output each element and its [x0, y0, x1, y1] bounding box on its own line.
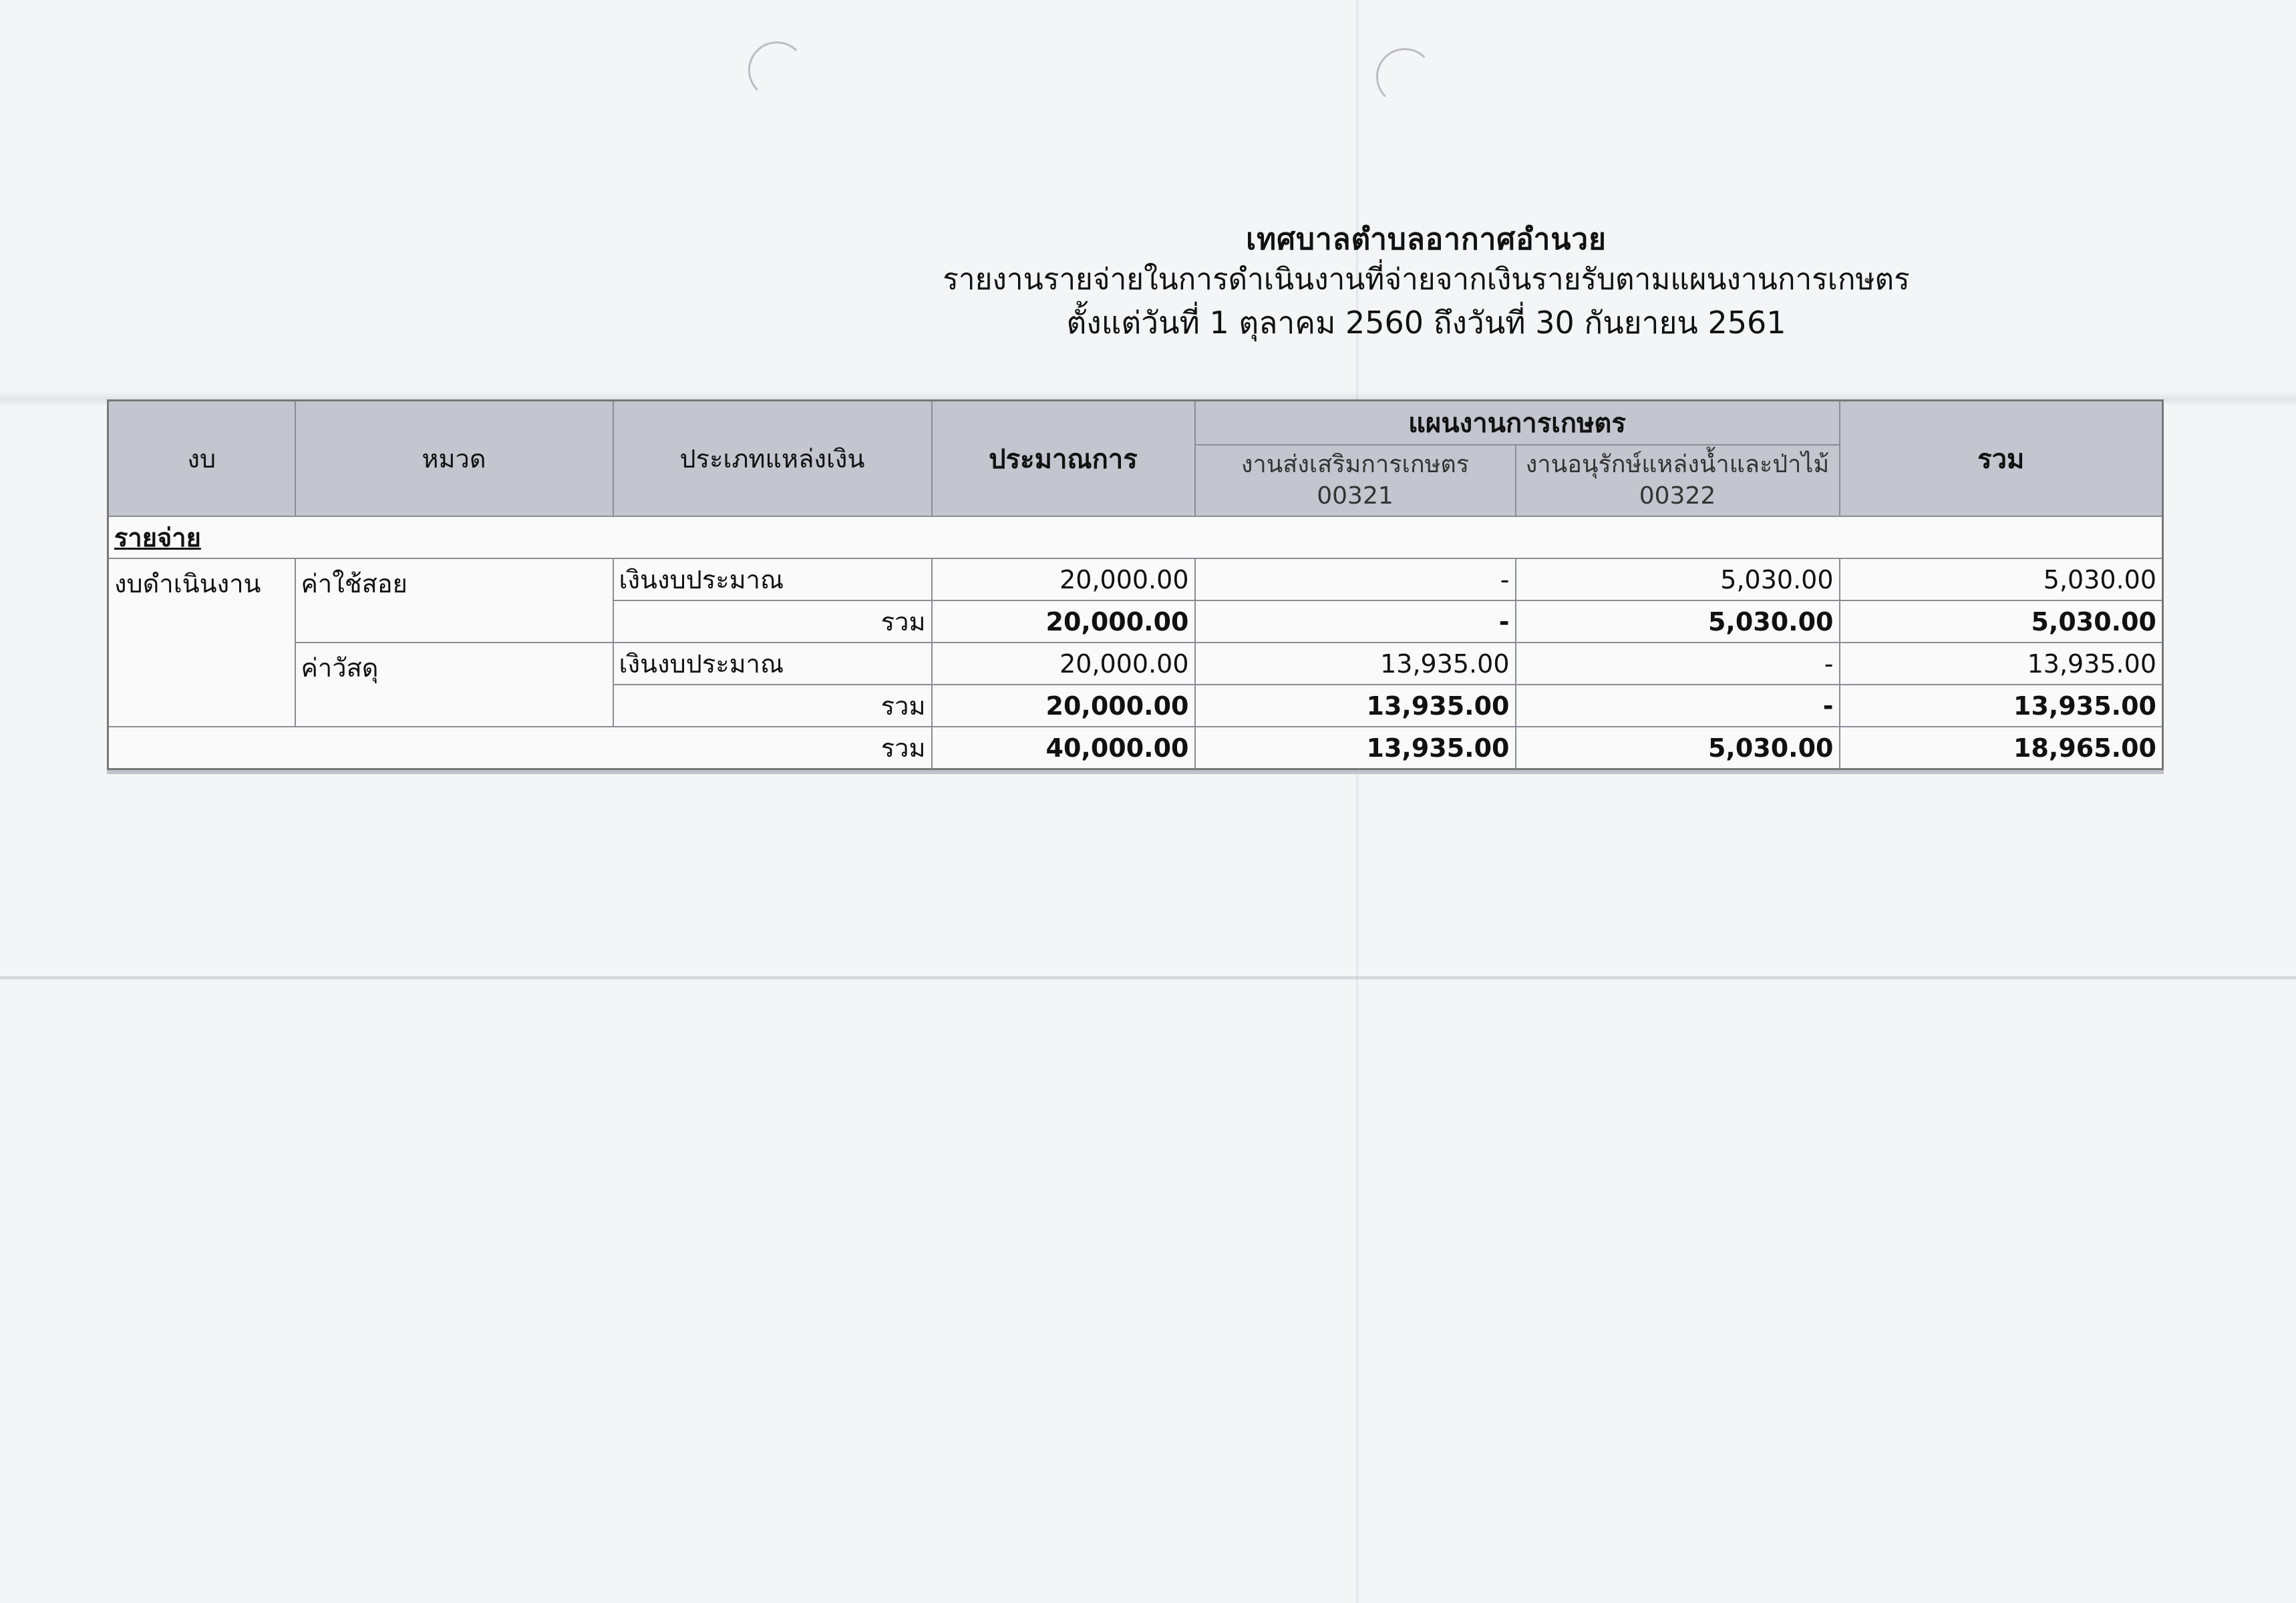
section-label: รายจ่าย	[108, 516, 2163, 558]
category-cell: ค่าใช้สอย	[295, 558, 613, 643]
work2-cell: -	[1516, 643, 1840, 685]
table-body	[108, 516, 2163, 769]
expense-report-table	[107, 399, 2164, 770]
punch-hole-mark	[1376, 48, 1434, 106]
category-cell: ค่าวัสดุ	[295, 643, 613, 727]
estimate-cell: 20,000.00	[932, 643, 1195, 685]
work1-cell: 13,935.00	[1195, 685, 1516, 727]
col-header-category: หมวด	[295, 401, 613, 517]
work1-cell: -	[1195, 600, 1516, 643]
col-header-estimate: ประมาณการ	[932, 401, 1195, 517]
work2-name: งานอนุรักษ์แหล่งน้ำและป่าไม้	[1525, 450, 1830, 478]
report-header	[668, 220, 2184, 344]
table-header	[108, 401, 2163, 517]
report-title: รายงานรายจ่ายในการดำเนินงานที่จ่ายจากเงินรายรับตามแผนงานการเกษตร	[943, 262, 1910, 297]
grand-work1: 13,935.00	[1195, 727, 1516, 769]
grand-work2: 5,030.00	[1516, 727, 1840, 769]
source-cell: เงินงบประมาณ	[613, 558, 932, 600]
col-header-total: รวม	[1840, 401, 2163, 517]
section-row	[108, 516, 2163, 558]
subtotal-label: รวม	[613, 685, 932, 727]
budget-name: งบดำเนินงาน	[108, 558, 295, 727]
org-name: เทศบาลตำบลอากาศอำนวย	[1246, 222, 1607, 256]
total-cell: 5,030.00	[1840, 558, 2163, 600]
work2-cell: 5,030.00	[1516, 558, 1840, 600]
work1-code: 00321	[1317, 482, 1393, 510]
total-cell: 13,935.00	[1840, 643, 2163, 685]
table-row	[108, 643, 2163, 685]
work2-cell: 5,030.00	[1516, 600, 1840, 643]
col-header-source: ประเภทแหล่งเงิน	[613, 401, 932, 517]
col-header-budget: งบ	[108, 401, 295, 517]
estimate-cell: 20,000.00	[932, 600, 1195, 643]
subtotal-label: รวม	[613, 600, 932, 643]
estimate-cell: 20,000.00	[932, 685, 1195, 727]
col-header-plan-group: แผนงานการเกษตร	[1195, 401, 1840, 446]
work2-cell: -	[1516, 685, 1840, 727]
report-period: ตั้งแต่วันที่ 1 ตุลาคม 2560 ถึงวันที่ 30 กันยายน 2561	[1066, 304, 1786, 341]
grand-estimate: 40,000.00	[932, 727, 1195, 769]
table-row	[108, 558, 2163, 600]
total-cell: 13,935.00	[1840, 685, 2163, 727]
total-cell: 5,030.00	[1840, 600, 2163, 643]
work2-code: 00322	[1639, 482, 1716, 510]
col-header-work2	[1516, 445, 1840, 516]
grand-total-row	[108, 727, 2163, 769]
punch-hole-mark	[748, 41, 806, 99]
grand-total-label: รวม	[108, 727, 932, 769]
work1-cell: -	[1195, 558, 1516, 600]
estimate-cell: 20,000.00	[932, 558, 1195, 600]
source-cell: เงินงบประมาณ	[613, 643, 932, 685]
paper-fold-line	[0, 976, 2296, 980]
work1-name: งานส่งเสริมการเกษตร	[1241, 450, 1470, 478]
grand-total: 18,965.00	[1840, 727, 2163, 769]
col-header-work1	[1195, 445, 1516, 516]
work1-cell: 13,935.00	[1195, 643, 1516, 685]
